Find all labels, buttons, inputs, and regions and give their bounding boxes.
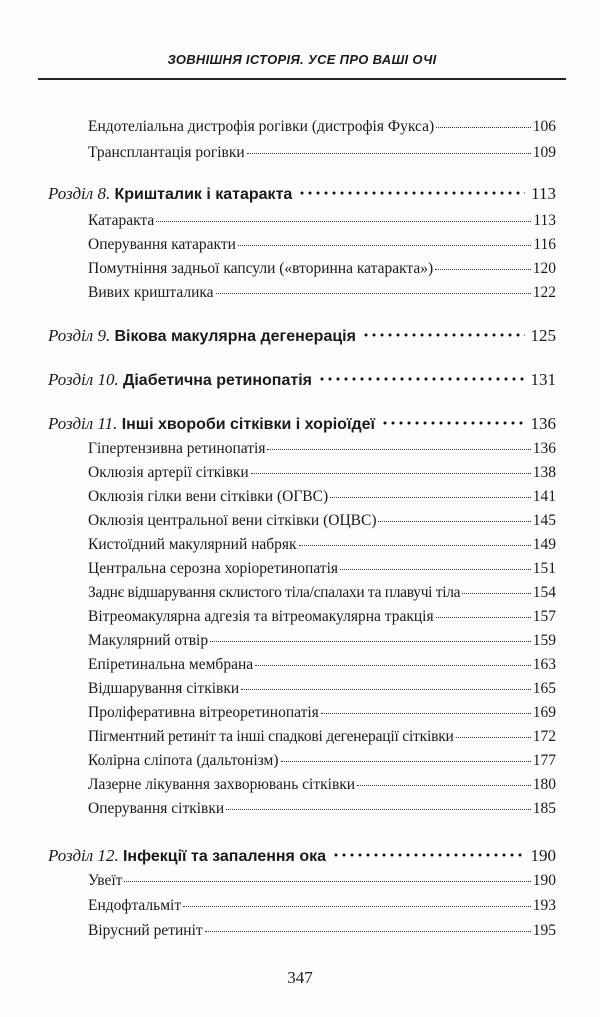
toc-entry-title: Вірусний ретиніт bbox=[88, 922, 203, 939]
chapter-heading bbox=[48, 414, 556, 434]
chapter-page: 125 bbox=[530, 326, 556, 345]
toc-entry-page: 180 bbox=[532, 776, 556, 793]
chapter-page: 113 bbox=[531, 184, 556, 203]
dot-leader bbox=[357, 785, 531, 786]
toc-entry-page: 151 bbox=[532, 560, 556, 577]
toc-entry-page: 154 bbox=[532, 584, 556, 601]
toc-entry-page: 159 bbox=[532, 632, 556, 649]
toc-entry-title: Лазерне лікування захворювань сітківки bbox=[88, 776, 356, 793]
toc-entry-page: 109 bbox=[532, 144, 556, 161]
dot-leader bbox=[362, 333, 525, 337]
toc-entry-page: 193 bbox=[532, 897, 556, 914]
toc-entry bbox=[88, 536, 556, 554]
dot-leader bbox=[321, 713, 531, 714]
toc-entry-page: 122 bbox=[532, 284, 556, 301]
chapter-page: 190 bbox=[530, 846, 556, 865]
toc-entry-title: Оклюзія гілки вени сітківки (ОГВС) bbox=[88, 488, 329, 505]
toc-entry-page: 163 bbox=[532, 656, 556, 673]
toc-entry bbox=[88, 284, 556, 302]
dot-leader bbox=[436, 617, 531, 618]
dot-leader bbox=[299, 545, 531, 546]
dot-leader bbox=[124, 881, 530, 882]
toc-entry-title: Макулярний отвір bbox=[88, 632, 209, 649]
chapter-prefix: Розділ 12. bbox=[48, 846, 119, 865]
toc-entry-title: Помутніння задньої капсули («вторинна катаракта») bbox=[88, 260, 434, 277]
chapter-title: Кришталик і катаракта bbox=[114, 186, 293, 203]
toc-entry bbox=[88, 512, 556, 530]
running-header: ЗОВНІШНЯ ІСТОРІЯ. УСЕ ПРО ВАШІ ОЧІ bbox=[167, 52, 437, 67]
toc-entry-page: 113 bbox=[533, 212, 556, 229]
toc-entry-title: Оклюзія центральної вени сітківки (ОЦВС) bbox=[88, 512, 377, 529]
toc-entry-title: Центральна серозна хоріоретинопатія bbox=[88, 560, 339, 577]
chapter-heading bbox=[48, 184, 556, 204]
toc-entry-page: 165 bbox=[532, 680, 556, 697]
toc-entry-page: 169 bbox=[532, 704, 556, 721]
dot-leader bbox=[340, 569, 531, 570]
toc-entry bbox=[88, 440, 556, 458]
dot-leader bbox=[281, 761, 531, 762]
toc-entry bbox=[88, 236, 556, 254]
toc-entry-page: 190 bbox=[532, 872, 556, 889]
dot-leader bbox=[205, 931, 531, 932]
toc-entry bbox=[88, 212, 556, 230]
toc-entry-title: Увеїт bbox=[88, 872, 123, 889]
toc-entry-title: Катаракта bbox=[88, 212, 155, 229]
dot-leader bbox=[216, 293, 531, 294]
toc-entry-page: 149 bbox=[532, 536, 556, 553]
toc-entry bbox=[88, 464, 556, 482]
toc-entry-page: 138 bbox=[532, 464, 556, 481]
toc-entry bbox=[88, 144, 556, 162]
chapter-title: Інші хвороби сітківки і хоріоїдеї bbox=[121, 416, 375, 433]
dot-leader bbox=[462, 593, 530, 594]
toc-entry-page: 136 bbox=[532, 440, 556, 457]
toc-entry-page: 185 bbox=[532, 800, 556, 817]
toc-entry bbox=[88, 656, 556, 674]
chapter-prefix: Розділ 8. bbox=[48, 184, 111, 203]
page-number: 347 bbox=[287, 968, 313, 987]
dot-leader bbox=[156, 221, 531, 222]
toc-entry bbox=[88, 897, 556, 915]
toc-entry-page: 106 bbox=[532, 118, 556, 135]
toc-entry bbox=[88, 704, 556, 722]
chapter-prefix: Розділ 10. bbox=[48, 370, 119, 389]
dot-leader bbox=[210, 641, 531, 642]
chapter-heading bbox=[48, 326, 556, 346]
dot-leader bbox=[226, 809, 531, 810]
chapter-prefix: Розділ 9. bbox=[48, 326, 111, 345]
dot-leader bbox=[241, 689, 531, 690]
toc-entry bbox=[88, 728, 556, 746]
toc-entry-title: Ендофтальміт bbox=[88, 897, 182, 914]
dot-leader bbox=[183, 906, 531, 907]
toc-entry-title: Гіпертензивна ретинопатія bbox=[88, 440, 266, 457]
toc-entry-title: Вітреомакулярна адгезія та вітреомакулярна тракція bbox=[88, 608, 434, 625]
dot-leader bbox=[381, 421, 525, 425]
chapter-title: Діабетична ретинопатія bbox=[122, 372, 312, 389]
chapter-page: 131 bbox=[530, 370, 556, 389]
toc-entry-title: Трансплантація рогівки bbox=[88, 144, 245, 161]
toc-entry bbox=[88, 680, 556, 698]
dot-leader bbox=[456, 737, 531, 738]
toc-entry-title: Оперування катаракти bbox=[88, 236, 236, 253]
chapter-title: Інфекції та запалення ока bbox=[122, 848, 327, 865]
toc-entry-title: Кистоїдний макулярний набряк bbox=[88, 536, 297, 553]
toc-entry bbox=[88, 872, 556, 890]
dot-leader bbox=[436, 127, 531, 128]
dot-leader bbox=[330, 497, 531, 498]
dot-leader bbox=[318, 377, 525, 381]
chapter-heading bbox=[48, 370, 556, 390]
dot-leader bbox=[247, 153, 531, 154]
toc-entry-page: 120 bbox=[532, 260, 556, 277]
toc-entry-title: Ендотеліальна дистрофія рогівки (дистрофія Фукса) bbox=[88, 118, 435, 135]
toc-entry-title: Пігментний ретиніт та інші спадкові дегенерації сітківки bbox=[88, 728, 454, 745]
dot-leader bbox=[251, 473, 531, 474]
chapter-page: 136 bbox=[530, 414, 556, 433]
chapter-prefix: Розділ 11. bbox=[48, 414, 118, 433]
toc-entry-page: 116 bbox=[533, 236, 556, 253]
toc-entry bbox=[88, 922, 556, 940]
toc-entry-page: 145 bbox=[532, 512, 556, 529]
toc-entry-title: Оклюзія артерії сітківки bbox=[88, 464, 249, 481]
toc-entry bbox=[88, 118, 556, 136]
dot-leader bbox=[298, 191, 525, 195]
toc-entry-page: 157 bbox=[532, 608, 556, 625]
toc-entry bbox=[88, 800, 556, 818]
dot-leader bbox=[267, 449, 530, 450]
toc-entry-title: Вивих кришталика bbox=[88, 284, 214, 301]
toc-entry bbox=[88, 560, 556, 578]
dot-leader bbox=[332, 853, 524, 857]
toc-entry-title: Заднє відшарування склистого тіла/спалахи та плавучі тіла bbox=[88, 584, 461, 601]
toc-entry-page: 141 bbox=[532, 488, 556, 505]
toc-entry bbox=[88, 488, 556, 506]
dot-leader bbox=[238, 245, 531, 246]
toc-entry-title: Оперування сітківки bbox=[88, 800, 225, 817]
toc-entry-title: Епіретинальна мембрана bbox=[88, 656, 254, 673]
dot-leader bbox=[378, 521, 530, 522]
toc-entry bbox=[88, 632, 556, 650]
chapter-heading bbox=[48, 846, 556, 866]
chapter-title: Вікова макулярна дегенерація bbox=[114, 328, 356, 345]
toc-entry-title: Відшарування сітківки bbox=[88, 680, 240, 697]
toc-entry-page: 177 bbox=[532, 752, 556, 769]
toc-entry-page: 172 bbox=[532, 728, 556, 745]
toc-entry bbox=[88, 260, 556, 278]
toc-entry-title: Колірна сліпота (дальтонізм) bbox=[88, 752, 279, 769]
toc-entry bbox=[88, 776, 556, 794]
header-rule bbox=[38, 78, 566, 80]
toc-entry bbox=[88, 752, 556, 770]
toc-entry-page: 195 bbox=[532, 922, 556, 939]
toc-entry bbox=[88, 608, 556, 626]
dot-leader bbox=[435, 269, 531, 270]
toc-entry bbox=[88, 584, 556, 602]
toc-entry-title: Проліферативна вітреоретинопатія bbox=[88, 704, 319, 721]
dot-leader bbox=[255, 665, 531, 666]
